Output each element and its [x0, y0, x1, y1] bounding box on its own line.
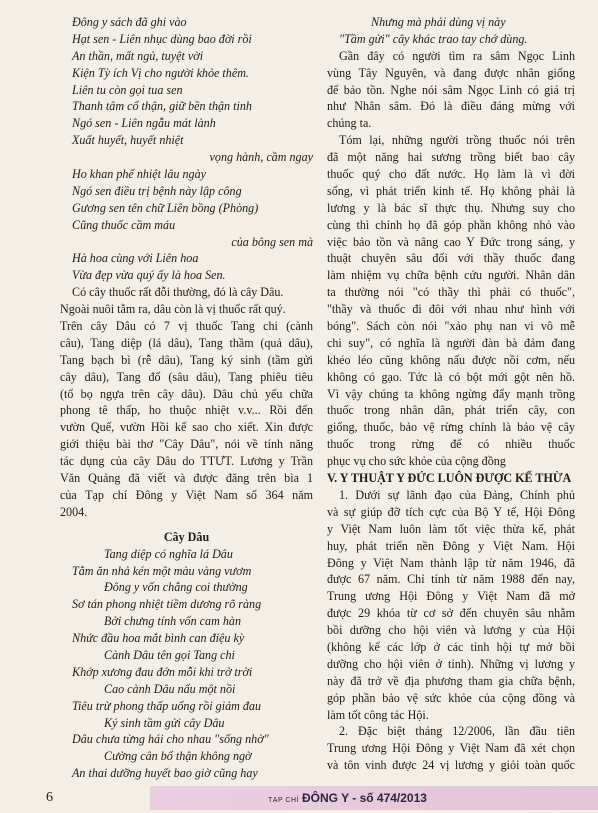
text-line: Hà hoa cùng với Liên hoa	[72, 251, 199, 266]
text-line: 1. Dưới sự lãnh đạo của Đảng, Chính phủ	[339, 487, 575, 502]
text-line: Ngó sen điều trị bệnh này lập công	[72, 183, 242, 198]
page-number: 6	[46, 790, 53, 805]
text-line: Tang diệp có nghĩa lá Dâu	[104, 546, 233, 561]
text-line: Trung ương Hội Đông y Việt Nam đã mở	[327, 589, 575, 604]
text-line: Vừa đẹp vừa quý ấy là hoa Sen.	[72, 268, 226, 283]
text-line: Sơ tán phong nhiệt tiềm dương rõ ràng	[72, 597, 262, 612]
text-line: vườn Quế, vườn Hồi kể sao cho xiết. Xin được	[60, 420, 313, 435]
text-line: "Tầm gửi" cây khác trao tay chớ dùng.	[339, 31, 528, 46]
text-line: (tổ bọ ngựa trên cây dâu). Dâu chủ yếu chữa	[60, 386, 313, 401]
text-line: Cây Dâu	[163, 529, 210, 544]
text-line: Nhưng mà phải dùng vị này	[371, 15, 506, 29]
text-line: 2. Đặc biệt tháng 12/2006, lần đầu tiên	[339, 724, 575, 739]
text-line: khéo léo cũng không nấu được nồi cơm, nếu	[327, 352, 575, 367]
text-line: "thầy và thuốc đi đôi với nhau như hình với	[327, 302, 575, 317]
text-line: Cũng thuốc cầm máu	[72, 217, 176, 232]
text-line: câu), Tang diệp (lá dâu), Tang thầm (quả dâu),	[60, 335, 313, 350]
text-line: vùng Tây Nguyên, và đang được nhân giống	[327, 65, 575, 80]
text-line: Đông y sách đã ghi vào	[72, 15, 187, 29]
text-line: huy, phát triển nền Đông y Việt Nam. Hội	[327, 538, 575, 553]
text-line: Tằm ăn nhả kén một màu vàng vươm	[72, 563, 252, 578]
text-line: Đông y Việt Nam thành lập từ năm 1946, đã	[327, 555, 575, 570]
text-line: phong tê thấp, ho thuộc nhiệt v.v... Rồi đến	[60, 403, 313, 418]
right-column	[327, 14, 575, 774]
text-line: Tang bạch bì (rễ dâu), Tang ký sinh (tầm gửi	[60, 352, 313, 367]
text-line: Hạt sen - Liên nhục dùng bao đời rồi	[72, 31, 252, 46]
text-line: và sự giúp đỡ tích cực của Bộ Y tế, Hội Đông	[327, 504, 575, 519]
text-line: Cao cành Dâu nấu một nồi	[104, 681, 236, 696]
text-line: như Nhân sâm. Đó là điều đáng mừng với	[327, 99, 575, 114]
text-line: 2004.	[60, 504, 88, 519]
text-line: sống, vì phát triển kinh tế. Họ không phải là	[327, 183, 575, 198]
text-line: dưỡng cho hội viên ở tỉnh). Những vị lương y	[327, 656, 575, 671]
text-line: giới thiệu bài thơ "Cây Dâu", nói về tính năng	[60, 437, 313, 452]
text-line: Thanh tâm cố thận, giữ bền thận tinh	[72, 99, 252, 114]
text-line: V. Y THUẬT Y ĐỨC LUÔN ĐƯỢC KẾ THỪA	[327, 471, 572, 486]
text-line: Tiêu trừ phong thấp uống rồi giảm đau	[72, 698, 262, 713]
text-line: thuật chuyên sâu đối với thầy thuốc đang	[327, 251, 575, 266]
text-line: Liên tu còn gọi tua sen	[72, 82, 183, 97]
text-line: Ký sinh tầm gửi cây Dâu	[104, 715, 225, 730]
text-line: chúng ta.	[327, 116, 372, 131]
text-line: y Việt Nam luôn làm tốt việc thừa kế, phát	[327, 521, 575, 536]
text-line: góp phần bảo vệ sức khỏe của cộng đồng và	[327, 690, 575, 705]
text-line: phục vụ cho sức khỏe của cộng đồng	[327, 454, 506, 469]
text-line: lương y là bác sĩ thực thụ. Nhưng suy cho	[327, 200, 575, 215]
text-line: Trung ương Hội Đông y Việt Nam đã xét chọn	[327, 741, 575, 756]
text-line: của Tạp chí Đông y Việt Nam số 364 năm	[60, 487, 313, 502]
text-line: làm nhiệm vụ chữa bệnh cứu người. Nhân dân	[327, 268, 575, 283]
text-line: ta thường nói "có thầy thì phải có thuốc",	[327, 285, 575, 300]
journal-name: ĐÔNG Y - số 474/2013	[302, 791, 427, 805]
text-line: (không kể các lớp ở các tỉnh hội tự mở bồi	[327, 639, 575, 654]
text-line: Xuất huyết, huyết nhiệt	[72, 133, 184, 148]
text-line: cây dâu), Tang đố (sâu dâu), Tang phiêu tiêu	[60, 369, 313, 384]
text-line: Dâu chưa từng hái cho nhau "sống nhờ"	[72, 732, 269, 747]
text-line: Khớp xương đau đớn mỗi khi trở trời	[72, 664, 253, 679]
text-line: việc bảo tồn và nâng cao Y Đức trong sáng, y	[327, 234, 575, 249]
text-line: bóng". Sách còn nói "xảo phụ nan vi vô mễ	[327, 319, 575, 334]
text-line: được 67 năm. Chỉ tính từ năm 1988 đến nay,	[327, 572, 575, 587]
text-line: của bông sen mà	[231, 234, 313, 249]
journal-title	[268, 791, 427, 805]
text-line: thuốc quý cho đất nước. Họ làm là vì đời	[327, 167, 575, 182]
text-line: Cường cân bổ thận không ngờ	[104, 749, 252, 764]
text-line: chi suy", có nghĩa là người đàn bà đảm đang	[327, 335, 575, 350]
text-line: Ngoài nuôi tằm ra, dâu còn là vị thuốc rất quý.	[60, 302, 286, 317]
text-line: thuốc trong rừng để có nhiều thuốc	[327, 437, 575, 452]
text-line: để bảo tồn. Nghe nói sâm Ngọc Linh có giá trị	[327, 82, 575, 97]
text-line: Ngó sen - Liên ngẫu mát lành	[72, 116, 216, 131]
text-line: An thần, mất ngủ, tuyệt vời	[72, 48, 204, 63]
text-line: Bởi chưng tính vốn cam hàn	[104, 614, 241, 629]
journal-prefix: TẠP CHÍ	[268, 797, 299, 804]
text-line: thuốc trong nhân dân, phát triển cây, con	[327, 403, 575, 418]
text-line: giống, thuốc, bảo vệ rừng chính là bảo vệ cây	[327, 420, 575, 435]
text-line: bồi dưỡng cho hội viên và lương y của Hội	[327, 623, 575, 638]
text-line: Gương sen tên chữ Liên bồng (Phòng)	[72, 200, 259, 215]
text-line: này đã trở về địa phương tham gia chữa bệnh,	[327, 673, 575, 688]
text-line: Vì vậy chúng ta không ngừng đẩy mạnh trồng	[327, 386, 575, 401]
text-line: Ho khan phế nhiệt lâu ngày	[72, 167, 207, 182]
text-line: làm tốt công tác Hội.	[327, 707, 429, 722]
text-line: Nhức đầu hoa mắt bình can điệu kỳ	[72, 631, 245, 646]
text-line: Tóm lại, những người trồng thuốc nói trên	[339, 133, 575, 148]
text-line: Đông y vốn chẳng coi thường	[104, 580, 248, 595]
text-line: Gần đây có người tìm ra sâm Ngọc Linh	[339, 48, 575, 63]
page-footer	[0, 782, 598, 813]
text-line: không có gạo. Tức là có bột mới gột nên hồ.	[327, 369, 575, 384]
text-line: được 29 khóa từ cơ sở đến chuyên sâu nhằm	[327, 606, 575, 621]
text-line: Cành Dâu tên gọi Tang chi	[104, 647, 235, 662]
text-line: tác dụng của cây Dâu do TTƯT. Lương y Trần	[60, 454, 313, 469]
text-line: Văn Quảng đã viết và được đăng trên bìa 1	[60, 471, 313, 486]
text-line: Trên cây Dâu có 7 vị thuốc Tang chi (cành	[60, 319, 313, 334]
text-line: đã một năng hai sương trồng biết bao cây	[327, 150, 575, 165]
text-line: Kiện Tỳ ích Vị cho người khỏe thêm.	[72, 65, 249, 80]
text-line: cùng thì chính họ đã góp phần không nhỏ vào	[327, 217, 575, 232]
left-column	[60, 14, 313, 782]
spacer	[60, 521, 313, 529]
text-line: vọng hành, cầm ngay	[209, 150, 313, 165]
text-line: và tôn vinh được 24 vị lương y giỏi toàn quốc	[327, 758, 575, 773]
text-line: An thai dưỡng huyết bao giờ cũng hay	[72, 766, 258, 781]
text-line: Có cây thuốc rất đỗi thường, đó là cây Dâu.	[72, 285, 284, 300]
